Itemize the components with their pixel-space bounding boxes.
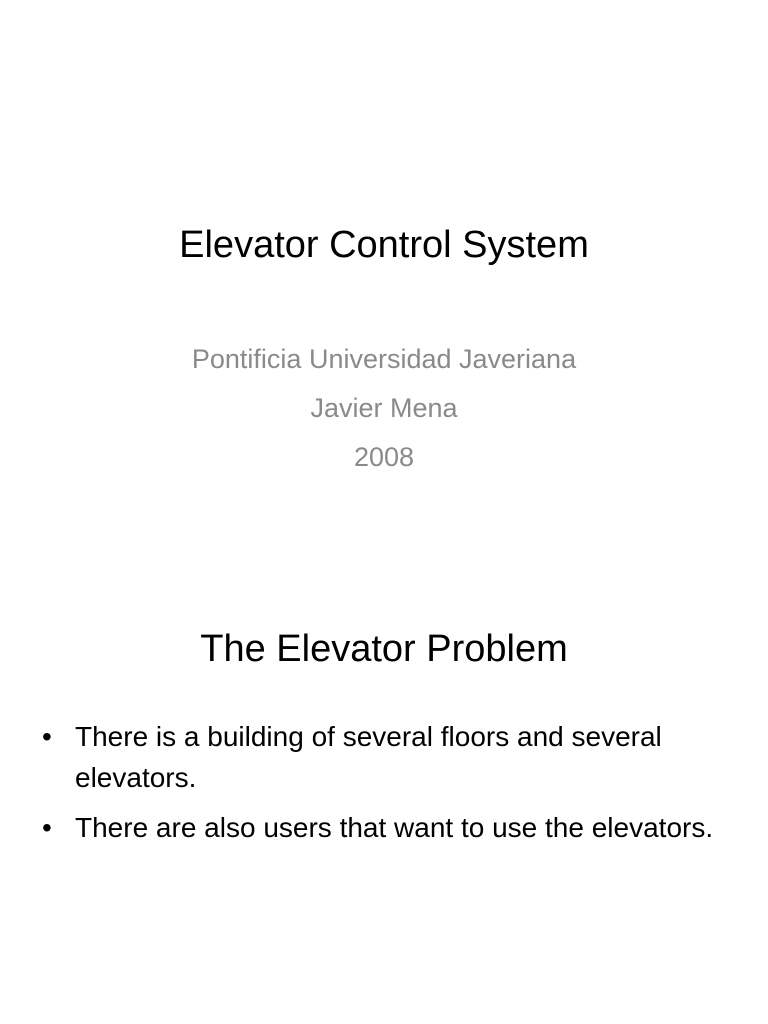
slide-heading: The Elevator Problem	[200, 628, 568, 670]
slide-title-heading: Elevator Control System	[179, 224, 589, 266]
bullet-item	[40, 807, 730, 848]
bullet-icon: •	[42, 812, 52, 843]
bullet-text: There are also users that want to use the elevators.	[75, 812, 714, 843]
bullet-list	[40, 716, 730, 857]
subtitle-university: Pontificia Universidad Javeriana	[191, 344, 577, 374]
subtitle-author: Javier Mena	[310, 393, 458, 423]
slide-elevator-problem	[0, 576, 768, 1024]
bullet-item	[40, 716, 730, 798]
subtitle-year: 2008	[353, 442, 415, 472]
bullet-text: There is a building of several floors and several elevators.	[75, 721, 662, 793]
slide-subtitle	[0, 335, 768, 482]
bullet-icon: •	[42, 721, 52, 752]
